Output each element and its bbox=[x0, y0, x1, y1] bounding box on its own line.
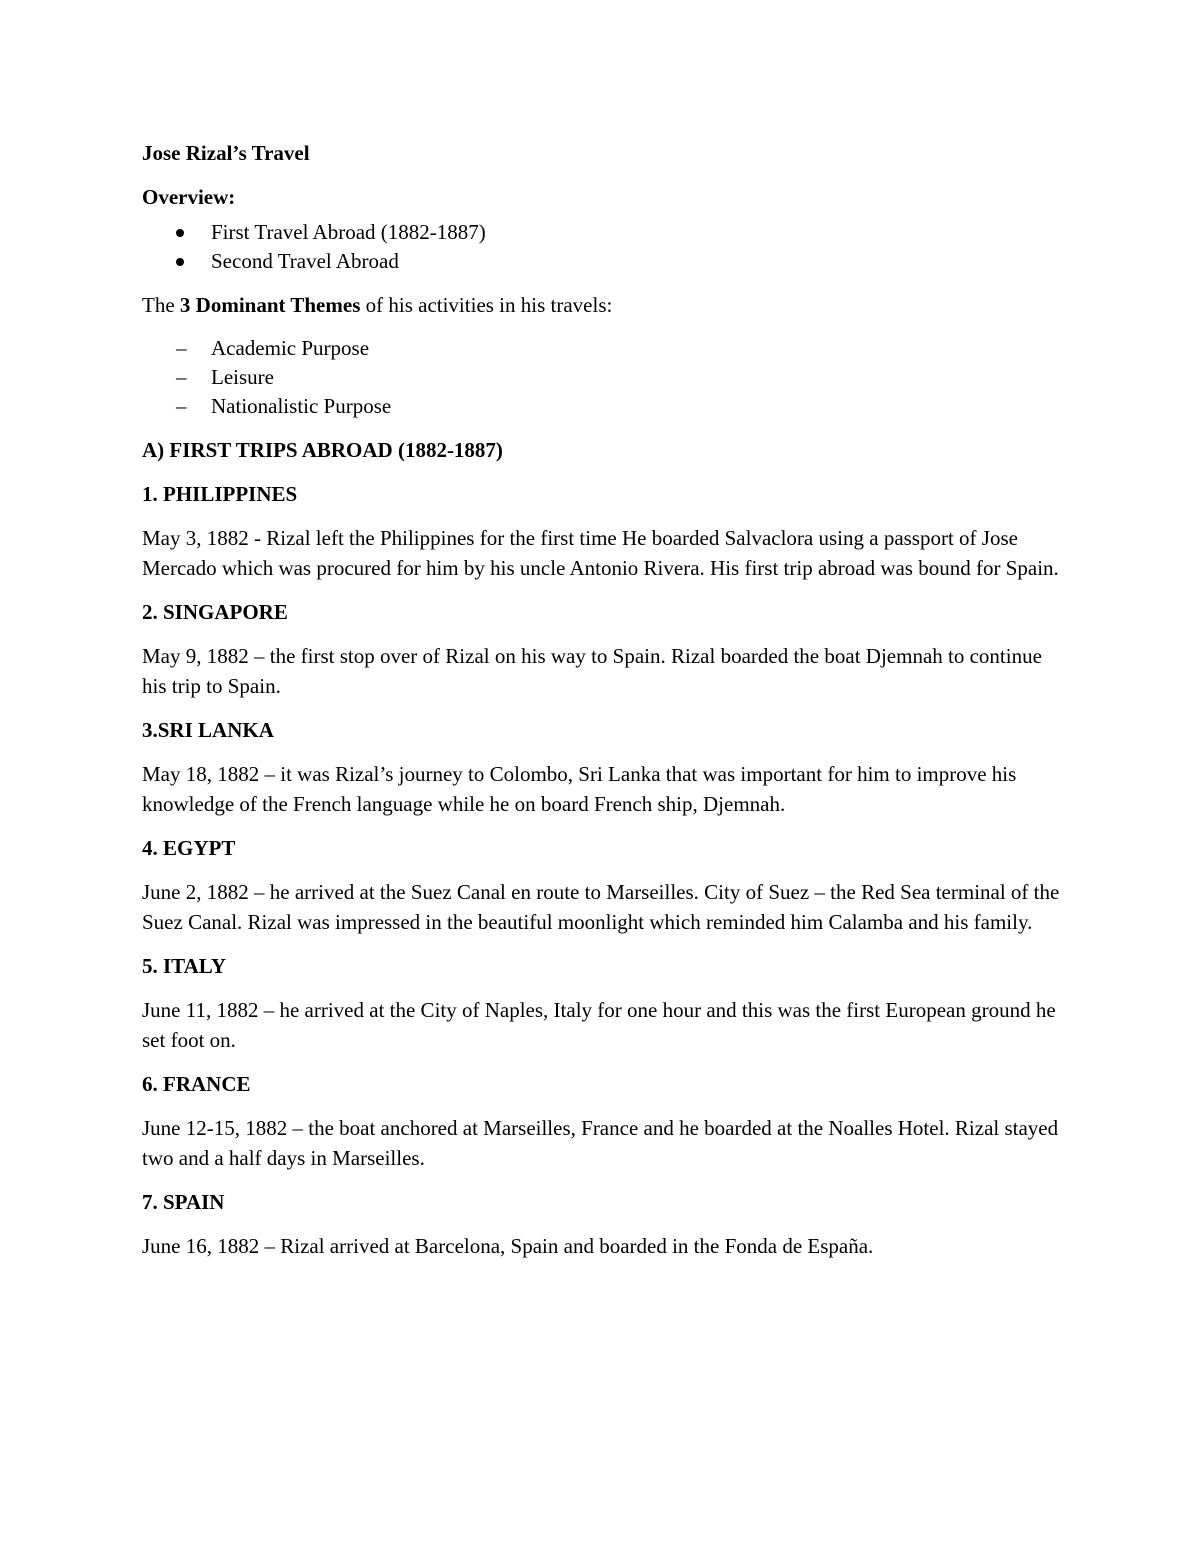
stop-heading-egypt: 4. EGYPT bbox=[142, 836, 236, 860]
stop-heading-italy: 5. ITALY bbox=[142, 954, 227, 978]
stop-heading-france: 6. FRANCE bbox=[142, 1072, 251, 1096]
stop-heading-singapore: 2. SINGAPORE bbox=[142, 600, 288, 624]
stop-text-singapore: May 9, 1882 – the first stop over of Rizal on his way to Spain. Rizal boarded the boat Djemnah to continue his trip to Spain. bbox=[142, 644, 1042, 698]
stop-text-italy: June 11, 1882 – he arrived at the City of Naples, Italy for one hour and this was the first European ground he set foot on. bbox=[142, 998, 1056, 1052]
themes-list bbox=[142, 334, 1062, 421]
list-item: Second Travel Abroad bbox=[142, 247, 1062, 276]
stop-heading-spain: 7. SPAIN bbox=[142, 1190, 225, 1214]
list-item: First Travel Abroad (1882-1887) bbox=[142, 218, 1062, 247]
dash-icon: – bbox=[176, 336, 187, 360]
stop-text-egypt: June 2, 1882 – he arrived at the Suez Canal en route to Marseilles. City of Suez – the Red Sea terminal of the Suez Canal. Rizal was impressed in the beautiful moonlight which reminded him Calamba and his family. bbox=[142, 880, 1060, 934]
theme-label: Nationalistic Purpose bbox=[211, 394, 392, 418]
stop-text-philippines: May 3, 1882 - Rizal left the Philippines for the first time He boarded Salvaclora using a passport of Jose Mercado which was procured for him by his uncle Antonio Rivera. His first trip abroad was bound for Spain. bbox=[142, 526, 1059, 580]
list-item bbox=[142, 334, 1062, 363]
section-heading: A) FIRST TRIPS ABROAD (1882-1887) bbox=[142, 438, 503, 462]
themes-intro bbox=[142, 290, 1062, 320]
theme-label: Academic Purpose bbox=[211, 336, 370, 360]
stop-text-france: June 12-15, 1882 – the boat anchored at Marseilles, France and he boarded at the Noalles Hotel. Rizal stayed two and a half days in Marseilles. bbox=[142, 1116, 1059, 1170]
list-item bbox=[142, 363, 1062, 392]
document-page bbox=[142, 138, 1062, 1275]
stop-heading-philippines: 1. PHILIPPINES bbox=[142, 482, 298, 506]
themes-intro-prefix: The bbox=[142, 293, 180, 317]
stop-heading-sri-lanka: 3.SRI LANKA bbox=[142, 718, 274, 742]
dash-icon: – bbox=[176, 365, 187, 389]
overview-label: Overview: bbox=[142, 185, 236, 209]
themes-intro-bold: 3 Dominant Themes bbox=[179, 293, 361, 317]
document-title: Jose Rizal’s Travel bbox=[142, 141, 310, 165]
list-item bbox=[142, 392, 1062, 421]
theme-label: Leisure bbox=[211, 365, 274, 389]
themes-intro-suffix: of his activities in his travels: bbox=[360, 293, 613, 317]
stop-text-sri-lanka: May 18, 1882 – it was Rizal’s journey to Colombo, Sri Lanka that was important for him to improve his knowledge of the French language while he on board French ship, Djemnah. bbox=[142, 762, 1017, 816]
dash-icon: – bbox=[176, 394, 187, 418]
stop-text-spain: June 16, 1882 – Rizal arrived at Barcelona, Spain and boarded in the Fonda de España. bbox=[142, 1234, 874, 1258]
overview-list bbox=[142, 218, 1062, 276]
